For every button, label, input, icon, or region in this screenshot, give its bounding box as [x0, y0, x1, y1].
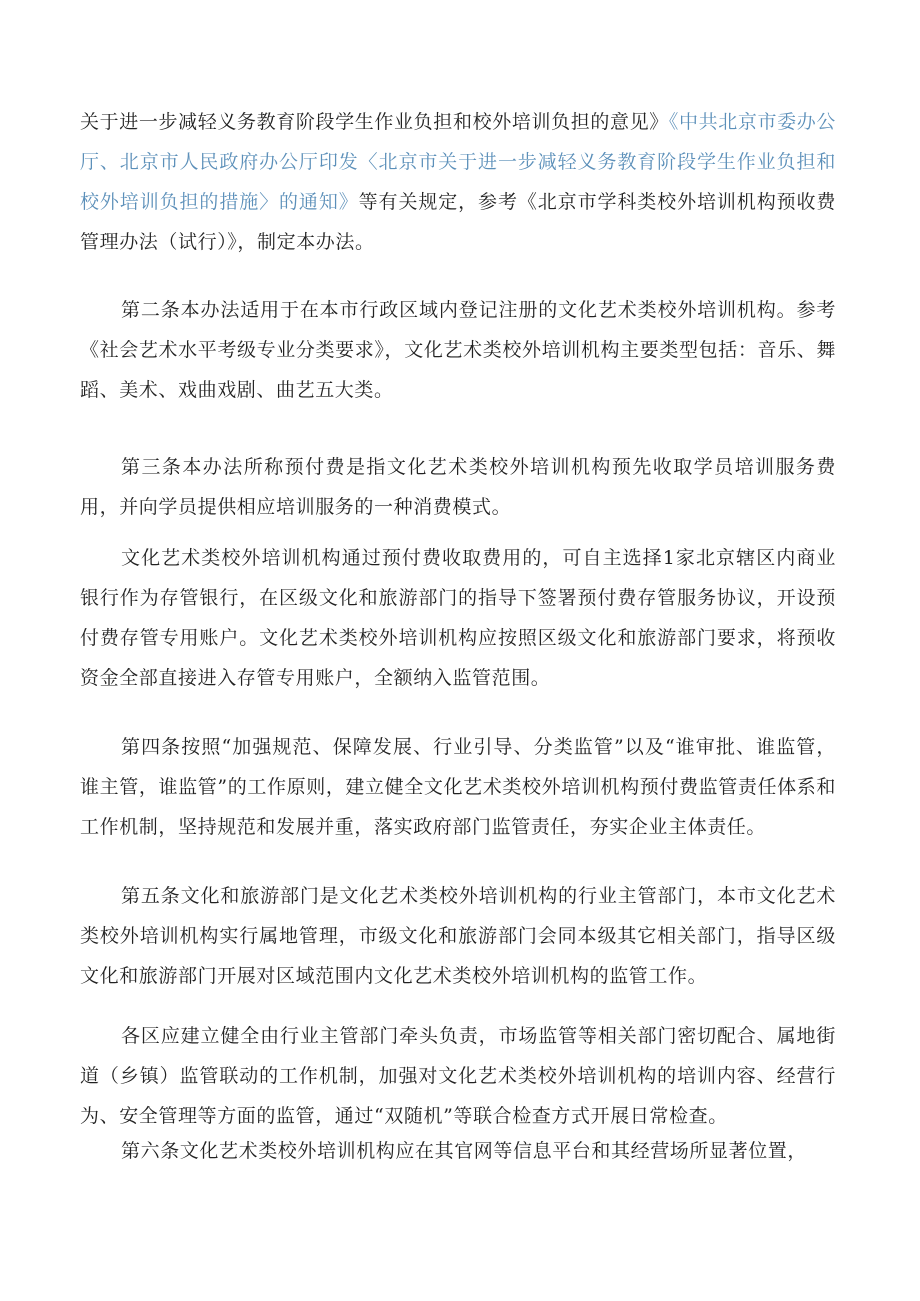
article-5-district-paragraph: 各区应建立健全由行业主管部门牵头负责，市场监管等相关部门密切配合、属地街道（乡镇）监管联动的工作机制，加强对文化艺术类校外培训机构的培训内容、经营行为、安全管理等方面的监管，通过“双随机”等联合检查方式开展日常检查。: [80, 1025, 836, 1127]
paragraph-basis-tail: 等有关规定，参考《北京市学科类校外培训机构预收费管理办法（试行）》，制定本办法。: [80, 191, 836, 253]
article-3-paragraph: 第三条本办法所称预付费是指文化艺术类校外培训机构预先收取学员培训服务费用，并向学员提供相应培训服务的一种消费模式。: [80, 456, 836, 518]
article-3-escrow-paragraph: 文化艺术类校外培训机构通过预付费收取费用的，可自主选择1家北京辖区内商业银行作为存管银行，在区级文化和旅游部门的指导下签署预付费存管服务协议，开设预付费存管专用账户。文化艺术类校外培训机构应按照区级文化和旅游部门要求，将预收资金全部直接进入存管专用账户，全额纳入监管范围。: [80, 547, 836, 689]
paragraph-basis: [80, 102, 836, 262]
article-6-paragraph: 第六条文化艺术类校外培训机构应在其官网等信息平台和其经营场所显著位置，: [121, 1140, 808, 1162]
paragraph-basis-lead: 关于进一步减轻义务教育阶段学生作业负担和校外培训负担的意见》: [80, 111, 669, 133]
article-4-paragraph: 第四条按照“加强规范、保障发展、行业引导、分类监管”以及“谁审批、谁监管，谁主管，谁监管”的工作原则，建立健全文化艺术类校外培训机构预付费监管责任体系和工作机制，坚持规范和发展并重，落实政府部门监管责任，夯实企业主体责任。: [80, 736, 836, 838]
article-2-paragraph: 第二条本办法适用于在本市行政区域内登记注册的文化艺术类校外培训机构。参考《社会艺术水平考级专业分类要求》，文化艺术类校外培训机构主要类型包括：音乐、舞蹈、美术、戏曲戏剧、曲艺五大类。: [80, 299, 836, 401]
article-5-paragraph: 第五条文化和旅游部门是文化艺术类校外培训机构的行业主管部门，本市文化艺术类校外培训机构实行属地管理，市级文化和旅游部门会同本级其它相关部门，指导区级文化和旅游部门开展对区域范围内文化艺术类校外培训机构的监管工作。: [80, 885, 836, 987]
notice-link[interactable]: 《中共北京市委办公厅、北京市人民政府办公厅印发〈北京市关于进一步减轻义务教育阶段学生作业负担和校外培训负担的措施〉的通知》: [80, 111, 836, 213]
